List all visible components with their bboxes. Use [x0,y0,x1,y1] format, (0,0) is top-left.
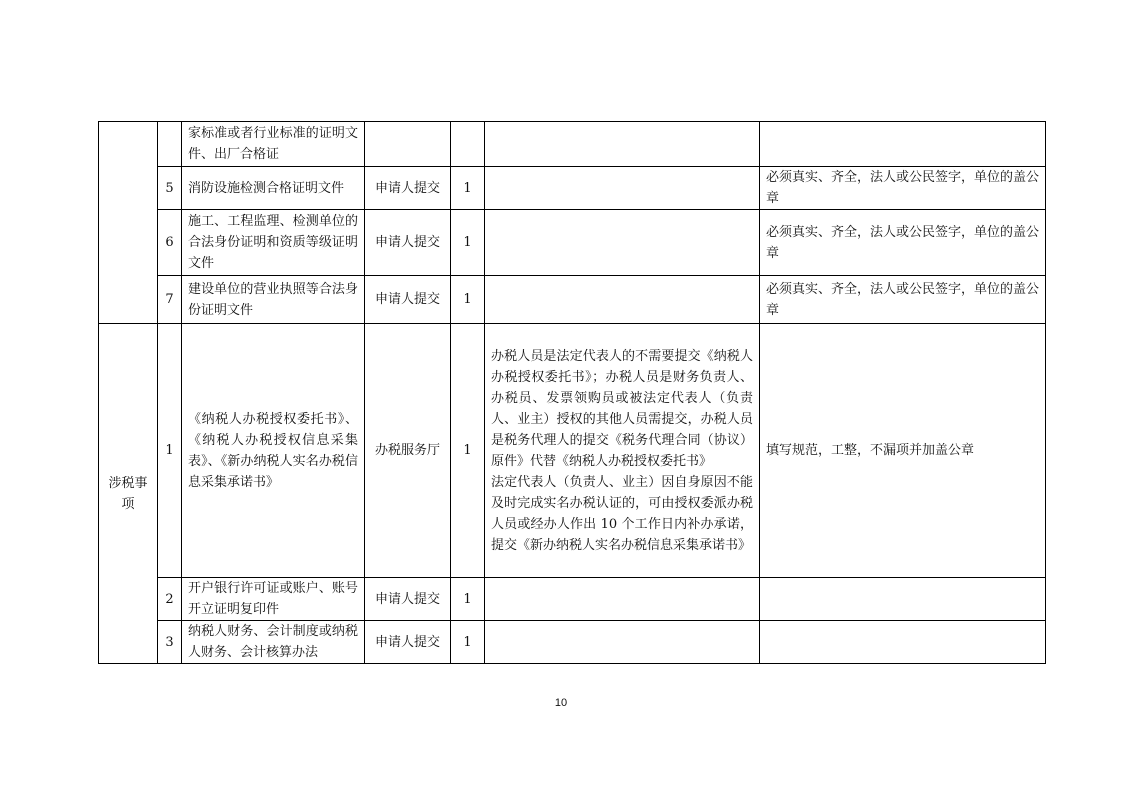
material-requirement: 必须真实、齐全，法人或公民签字，单位的盖公章 [760,276,1046,324]
material-name: 建设单位的营业执照等合法身份证明文件 [182,276,365,324]
material-source: 申请人提交 [365,578,451,621]
material-quantity: 1 [451,210,485,276]
material-source: 申请人提交 [365,276,451,324]
material-note [485,578,760,621]
material-name: 纳税人财务、会计制度或纳税人财务、会计核算办法 [182,621,365,664]
material-name: 施工、工程监理、检测单位的合法身份证明和资质等级证明文件 [182,210,365,276]
material-name: 开户银行许可证或账户、账号开立证明复印件 [182,578,365,621]
material-name: 消防设施检测合格证明文件 [182,167,365,210]
material-quantity [451,122,485,167]
material-source: 办税服务厅 [365,324,451,578]
category-cell [99,122,158,324]
material-requirement: 填写规范，工整，不漏项并加盖公章 [760,324,1046,578]
table-row [99,324,1046,578]
item-number: 3 [158,621,182,664]
material-requirement: 必须真实、齐全，法人或公民签字，单位的盖公章 [760,167,1046,210]
material-quantity: 1 [451,324,485,578]
item-number: 7 [158,276,182,324]
material-quantity: 1 [451,621,485,664]
item-number: 6 [158,210,182,276]
material-quantity: 1 [451,167,485,210]
page-number: 10 [554,697,568,709]
material-quantity: 1 [451,578,485,621]
material-requirement [760,578,1046,621]
table-row [99,210,1046,276]
material-note [485,276,760,324]
item-number: 5 [158,167,182,210]
materials-table [98,121,1046,664]
table-row [99,167,1046,210]
table-row [99,276,1046,324]
material-requirement: 必须真实、齐全，法人或公民签字，单位的盖公章 [760,210,1046,276]
note-paragraph-2: 法定代表人（负责人、业主）因自身原因不能及时完成实名办税认证的，可由授权委派办税人员或经办人作出 10 个工作日内补办承诺，提交《新办纳税人实名办税信息采集承诺书》 [491,474,753,553]
table-row [99,621,1046,664]
table-row [99,578,1046,621]
material-source [365,122,451,167]
note-paragraph-1: 办税人员是法定代表人的不需要提交《纳税人办税授权委托书》；办税人员是财务负责人、办税员、发票领购员或被法定代表人（负责人、业主）授权的其他人员需提交，办税人员是税务代理人的提交《税务代理合同（协议）原件》代替《纳税人办税授权委托书》 [491,348,753,469]
material-note [485,621,760,664]
material-note [485,210,760,276]
material-note [485,167,760,210]
material-note [485,324,760,578]
item-number: 2 [158,578,182,621]
material-requirement [760,122,1046,167]
material-source: 申请人提交 [365,167,451,210]
table-row [99,122,1046,167]
material-name: 家标准或者行业标准的证明文件、出厂合格证 [182,122,365,167]
material-source: 申请人提交 [365,210,451,276]
material-note [485,122,760,167]
material-quantity: 1 [451,276,485,324]
material-requirement [760,621,1046,664]
category-cell: 涉税事项 [99,324,158,664]
material-name: 《纳税人办税授权委托书》、《纳税人办税授权信息采集表》、《新办纳税人实名办税信息采集承诺书》 [182,324,365,578]
material-source: 申请人提交 [365,621,451,664]
item-number [158,122,182,167]
item-number: 1 [158,324,182,578]
